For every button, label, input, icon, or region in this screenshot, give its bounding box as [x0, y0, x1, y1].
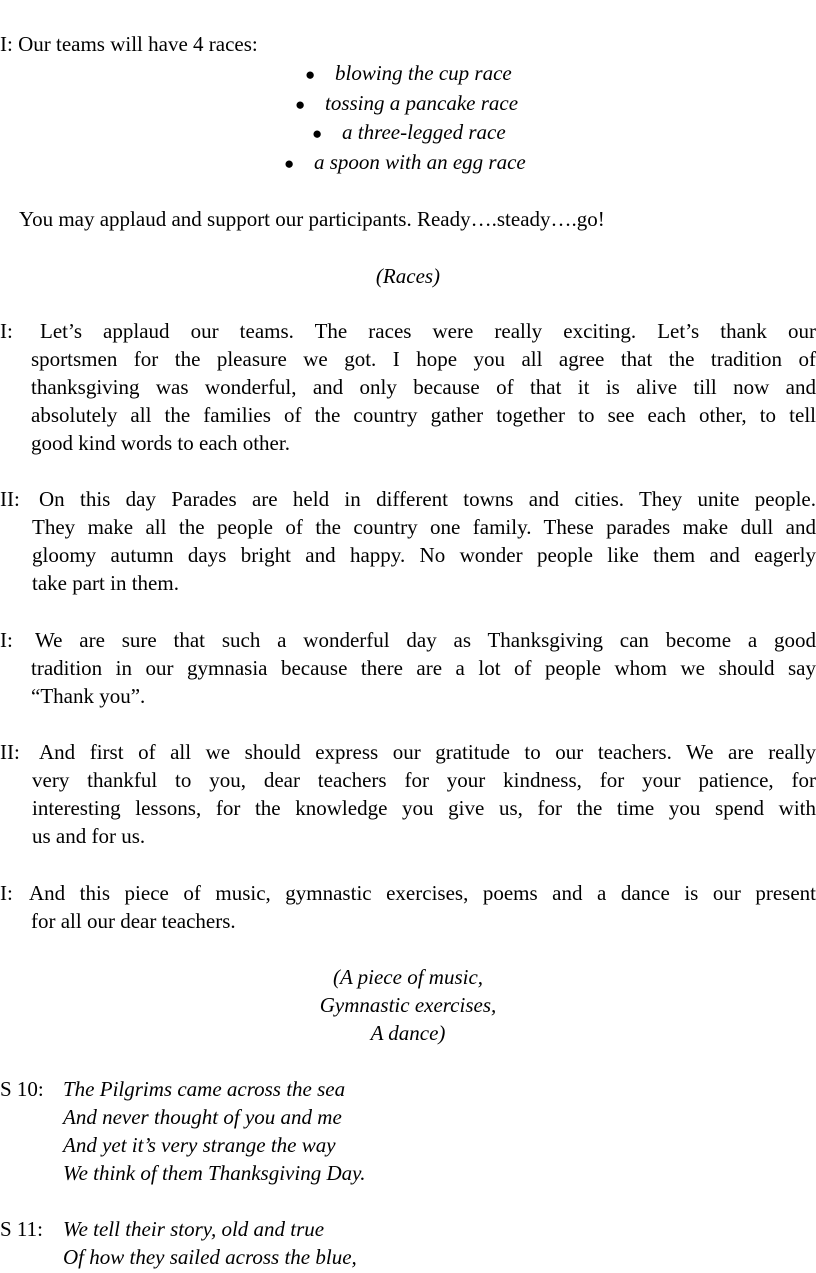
text-line: And this piece of music, gymnastic exercises, poems and a dance is our present [29, 881, 816, 905]
poem-line: Of how they sailed across the blue, [63, 1245, 357, 1269]
list-item [305, 59, 512, 89]
race-label: tossing a pancake race [325, 91, 519, 115]
text-line: gloomy autumn days bright and happy. No wonder people like them and eagerly [32, 543, 816, 567]
text-line: take part in them. [32, 571, 179, 595]
text-line: very thankful to you, dear teachers for your kindness, for your patience, for [32, 768, 816, 792]
text-line: On this day Parades are held in different towns and cities. They unite people. [39, 487, 816, 511]
stage-line: Gymnastic exercises, [319, 993, 497, 1017]
dialogue-paragraph [0, 317, 816, 457]
dialogue-paragraph [0, 485, 816, 597]
text-line: They make all the people of the country one family. These parades make dull and [32, 515, 816, 539]
poem-line: And yet it’s very strange the way [63, 1133, 336, 1157]
stage-line: (A piece of music, [332, 965, 484, 989]
race-label: blowing the cup race [335, 61, 512, 85]
poem-line: We tell their story, old and true [63, 1217, 325, 1241]
speaker-label: I: [0, 628, 13, 652]
dialogue-paragraph [0, 738, 816, 850]
text-line: good kind words to each other. [31, 431, 290, 455]
text-line: We are sure that such a wonderful day as Thanksgiving can become a good [35, 628, 816, 652]
text-line: And first of all we should express our gratitude to our teachers. We are really [39, 740, 816, 764]
bullet-icon: ● [295, 95, 306, 114]
race-label: a three-legged race [342, 120, 506, 144]
speaker-label: S 11: [0, 1217, 43, 1241]
poem-stanza [0, 1075, 366, 1187]
text-line: sportsmen for the pleasure we got. I hope you all agree that the tradition of [31, 347, 816, 371]
text-line: for all our dear teachers. [31, 909, 236, 933]
list-item [295, 89, 518, 119]
text-line: thanksgiving was wonderful, and only because of that it is alive till now and [31, 375, 816, 399]
stage-line: A dance) [370, 1021, 446, 1045]
poem-line: We think of them Thanksgiving Day. [63, 1161, 366, 1185]
bullet-icon: ● [284, 154, 295, 173]
stage-direction-races: (Races) [375, 264, 441, 288]
intro-line [0, 30, 258, 58]
list-item [284, 148, 526, 178]
speaker-label: II: [0, 487, 20, 511]
applaud-line: You may applaud and support our participants. Ready….steady….go! [19, 207, 605, 231]
dialogue-paragraph [0, 626, 816, 710]
speaker-label: I: [0, 319, 13, 343]
bullet-icon: ● [312, 124, 323, 143]
intro-speaker: I: [0, 32, 13, 56]
text-line: absolutely all the families of the country gather together to see each other, to tell [31, 403, 816, 427]
poem-line: The Pilgrims came across the sea [63, 1077, 346, 1101]
text-line: us and for us. [32, 824, 146, 848]
list-item [312, 118, 506, 148]
speaker-label: S 10: [0, 1077, 44, 1101]
text-line: tradition in our gymnasia because there are a lot of people whom we should say [31, 656, 816, 680]
text-line: “Thank you”. [31, 684, 146, 708]
intro-text: Our teams will have 4 races: [18, 32, 258, 56]
speaker-label: II: [0, 740, 20, 764]
text-line: Let’s applaud our teams. The races were really exciting. Let’s thank our [40, 319, 816, 343]
dialogue-paragraph [0, 879, 816, 935]
poem-stanza [0, 1215, 357, 1271]
bullet-icon: ● [305, 65, 316, 84]
race-label: a spoon with an egg race [314, 150, 526, 174]
speaker-label: I: [0, 881, 13, 905]
text-line: interesting lessons, for the knowledge you give us, for the time you spend with [32, 796, 816, 820]
poem-line: And never thought of you and me [63, 1105, 342, 1129]
